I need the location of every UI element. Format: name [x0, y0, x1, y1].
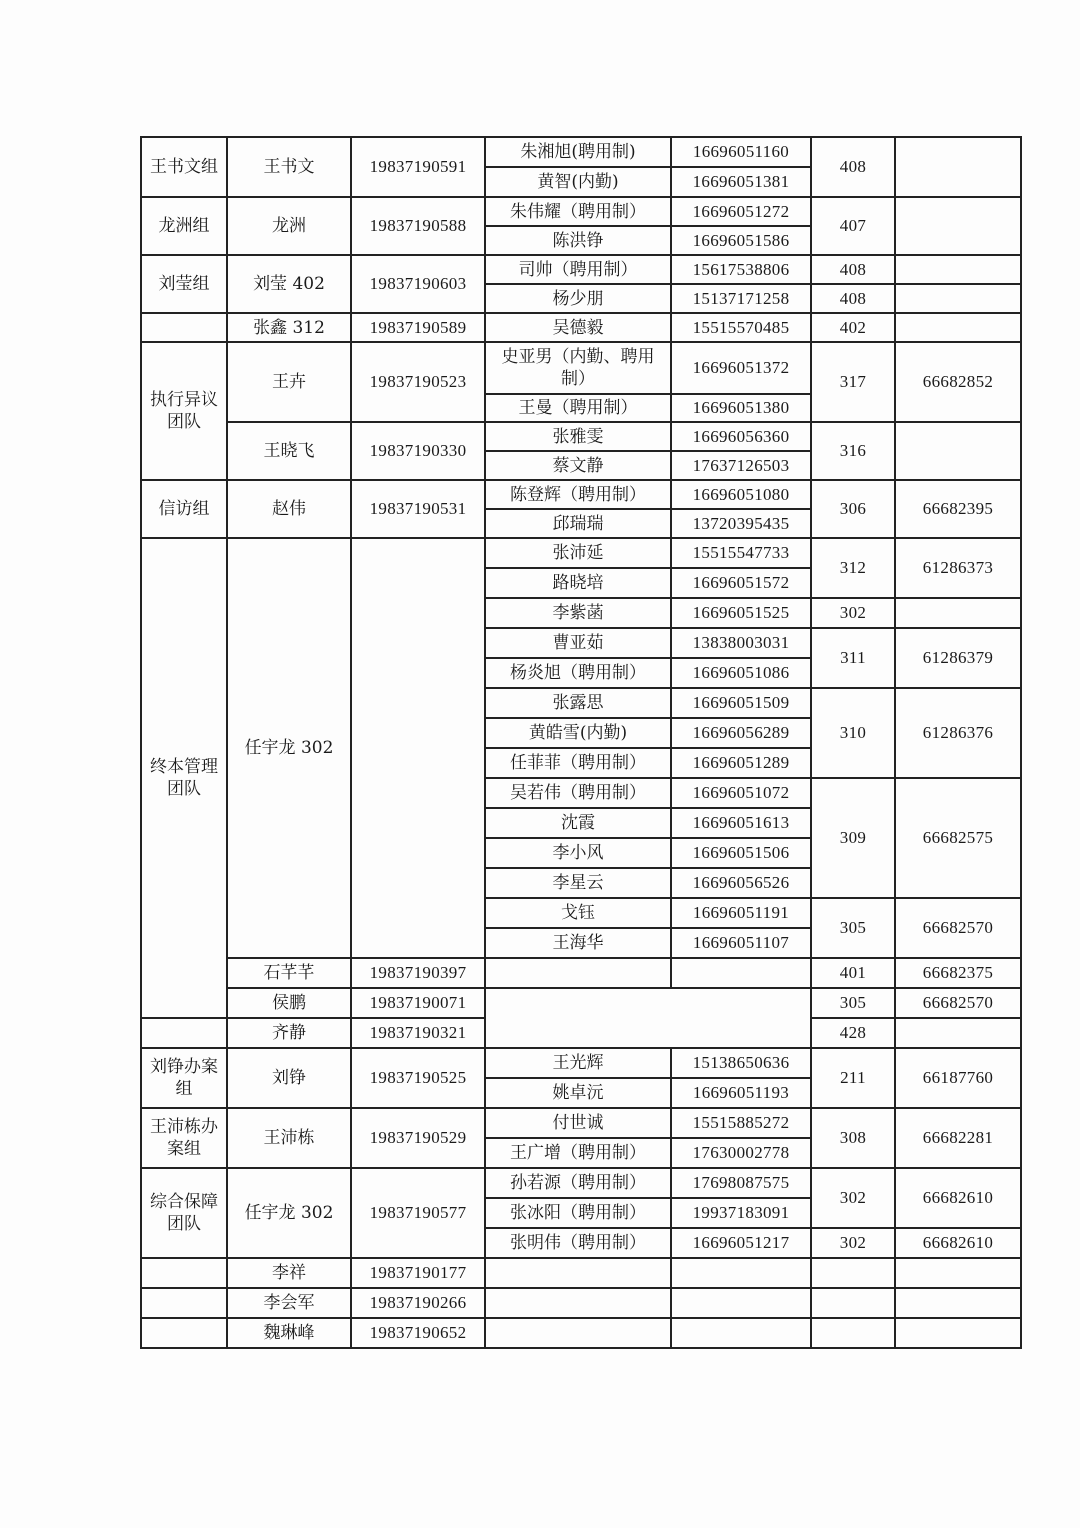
leader-phone: 19837190588 — [351, 197, 485, 255]
room-number: 310 — [811, 688, 895, 778]
extension: 66682570 — [895, 898, 1021, 958]
leader-name: 侯鹏 — [227, 988, 351, 1018]
table-row — [141, 1108, 1021, 1138]
leader-phone — [351, 538, 485, 958]
extension: 66682575 — [895, 778, 1021, 898]
leader-phone: 19837190523 — [351, 342, 485, 422]
member-name: 吴德毅 — [485, 313, 671, 342]
extension — [895, 1288, 1021, 1318]
member-name: 司帅（聘用制） — [485, 255, 671, 284]
member-name: 曹亚茹 — [485, 628, 671, 658]
extension — [895, 197, 1021, 255]
member-name: 陈洪铮 — [485, 226, 671, 255]
member-phone — [671, 1288, 811, 1318]
member-name — [485, 1318, 671, 1348]
extension: 66682610 — [895, 1168, 1021, 1228]
member-name: 路晓培 — [485, 568, 671, 598]
member-name: 沈霞 — [485, 808, 671, 838]
member-name: 吴若伟（聘用制） — [485, 778, 671, 808]
member-name: 张雅雯 — [485, 422, 671, 451]
leader-phone: 19837190330 — [351, 422, 485, 480]
leader-phone: 19837190525 — [351, 1048, 485, 1108]
leader-phone: 19837190577 — [351, 1168, 485, 1258]
group-name — [141, 1258, 227, 1288]
table-row — [141, 958, 1021, 988]
room-number: 407 — [811, 197, 895, 255]
leader-phone: 19837190177 — [351, 1258, 485, 1288]
room-number: 309 — [811, 778, 895, 898]
member-phone: 16696051613 — [671, 808, 811, 838]
leader-name: 李祥 — [227, 1258, 351, 1288]
member-phone: 16696051191 — [671, 898, 811, 928]
extension: 66682375 — [895, 958, 1021, 988]
leader-name: 龙洲 — [227, 197, 351, 255]
room-number: 312 — [811, 538, 895, 598]
member-phone: 15515570485 — [671, 313, 811, 342]
leader-name: 李会军 — [227, 1288, 351, 1318]
room-number: 306 — [811, 480, 895, 538]
group-name — [141, 1318, 227, 1348]
room-number: 408 — [811, 255, 895, 284]
member-name: 张明伟（聘用制） — [485, 1228, 671, 1258]
leader-phone: 19837190071 — [351, 988, 485, 1018]
room-number: 408 — [811, 137, 895, 197]
member-name: 邱瑞瑞 — [485, 509, 671, 538]
member-name: 李星云 — [485, 868, 671, 898]
extension — [895, 1018, 1021, 1048]
extension — [895, 598, 1021, 628]
member-name: 张冰阳（聘用制） — [485, 1198, 671, 1228]
extension: 66187760 — [895, 1048, 1021, 1108]
member-phone: 16696051381 — [671, 167, 811, 197]
table-row — [141, 1258, 1021, 1288]
leader-phone: 19837190529 — [351, 1108, 485, 1168]
room-number: 317 — [811, 342, 895, 422]
member-name: 蔡文静 — [485, 451, 671, 480]
member-name: 张露思 — [485, 688, 671, 718]
table-row — [141, 538, 1021, 568]
member-name: 朱伟耀（聘用制） — [485, 197, 671, 226]
member-phone: 16696051586 — [671, 226, 811, 255]
leader-name: 王沛栋 — [227, 1108, 351, 1168]
room-number: 305 — [811, 898, 895, 958]
member-phone: 19937183091 — [671, 1198, 811, 1228]
leader-phone: 19837190266 — [351, 1288, 485, 1318]
member-phone: 15138650636 — [671, 1048, 811, 1078]
member-name — [485, 958, 671, 988]
leader-name: 王晓飞 — [227, 422, 351, 480]
table-row — [141, 137, 1021, 167]
leader-name: 赵伟 — [227, 480, 351, 538]
member-phone: 16696051525 — [671, 598, 811, 628]
member-name: 孙若源（聘用制） — [485, 1168, 671, 1198]
room-number: 302 — [811, 598, 895, 628]
member-phone: 15617538806 — [671, 255, 811, 284]
extension — [895, 422, 1021, 480]
member-phone: 16696051506 — [671, 838, 811, 868]
leader-phone: 19837190591 — [351, 137, 485, 197]
group-name — [141, 313, 227, 342]
room-number — [811, 1288, 895, 1318]
table-row — [141, 313, 1021, 342]
member-name: 任菲菲（聘用制） — [485, 748, 671, 778]
leader-phone: 19837190652 — [351, 1318, 485, 1348]
room-number: 316 — [811, 422, 895, 480]
member-phone: 16696051380 — [671, 394, 811, 422]
group-name: 王书文组 — [141, 137, 227, 197]
table-row — [141, 1288, 1021, 1318]
room-number: 211 — [811, 1048, 895, 1108]
member-phone: 16696051107 — [671, 928, 811, 958]
member-phone: 16696051086 — [671, 658, 811, 688]
contact-table — [140, 136, 1022, 1349]
extension: 61286379 — [895, 628, 1021, 688]
extension: 61286373 — [895, 538, 1021, 598]
member-phone: 16696051272 — [671, 197, 811, 226]
group-name: 综合保障团队 — [141, 1168, 227, 1258]
room-number — [811, 1258, 895, 1288]
table-row — [141, 480, 1021, 509]
group-name: 终本管理团队 — [141, 538, 227, 1018]
member-name: 朱湘旭(聘用制) — [485, 137, 671, 167]
member-name: 李小风 — [485, 838, 671, 868]
table-row — [141, 342, 1021, 394]
table-row — [141, 1168, 1021, 1198]
room-number — [811, 1318, 895, 1348]
group-name: 龙洲组 — [141, 197, 227, 255]
extension — [895, 284, 1021, 313]
room-number: 401 — [811, 958, 895, 988]
leader-phone: 19837190589 — [351, 313, 485, 342]
member-phone: 16696051193 — [671, 1078, 811, 1108]
member-phone: 15515547733 — [671, 538, 811, 568]
member-name: 史亚男（内勤、聘用制） — [485, 342, 671, 394]
room-number: 402 — [811, 313, 895, 342]
group-name: 信访组 — [141, 480, 227, 538]
member-phone — [671, 958, 811, 988]
member-phone: 16696051072 — [671, 778, 811, 808]
member-name: 付世诚 — [485, 1108, 671, 1138]
member-phone: 16696051217 — [671, 1228, 811, 1258]
member-name: 张沛延 — [485, 538, 671, 568]
leader-name: 石芊芊 — [227, 958, 351, 988]
group-name — [141, 1288, 227, 1318]
member-phone: 15515885272 — [671, 1108, 811, 1138]
member-empty-cell — [485, 988, 811, 1048]
member-name: 姚卓沅 — [485, 1078, 671, 1108]
group-name: 刘铮办案组 — [141, 1048, 227, 1108]
leader-name: 王卉 — [227, 342, 351, 422]
table-row — [141, 988, 1021, 1018]
member-phone: 17698087575 — [671, 1168, 811, 1198]
room-number: 302 — [811, 1228, 895, 1258]
member-phone: 15137171258 — [671, 284, 811, 313]
member-phone: 16696051289 — [671, 748, 811, 778]
leader-name: 刘莹 402 — [227, 255, 351, 313]
table-row — [141, 1048, 1021, 1078]
leader-name: 王书文 — [227, 137, 351, 197]
group-name: 执行异议团队 — [141, 342, 227, 480]
group-name: 王沛栋办案组 — [141, 1108, 227, 1168]
member-name: 王光辉 — [485, 1048, 671, 1078]
group-name — [141, 1018, 227, 1048]
leader-phone: 19837190321 — [351, 1018, 485, 1048]
extension: 66682570 — [895, 988, 1021, 1018]
room-number: 311 — [811, 628, 895, 688]
extension — [895, 1258, 1021, 1288]
table-row — [141, 422, 1021, 451]
extension — [895, 313, 1021, 342]
member-phone: 16696056526 — [671, 868, 811, 898]
member-phone: 16696051080 — [671, 480, 811, 509]
leader-name: 魏琳峰 — [227, 1318, 351, 1348]
room-number: 408 — [811, 284, 895, 313]
leader-name: 张鑫 312 — [227, 313, 351, 342]
member-name: 王海华 — [485, 928, 671, 958]
member-name: 黄智(内勤) — [485, 167, 671, 197]
table-row — [141, 197, 1021, 226]
group-name: 刘莹组 — [141, 255, 227, 313]
extension: 66682281 — [895, 1108, 1021, 1168]
member-phone: 16696056360 — [671, 422, 811, 451]
member-name: 陈登辉（聘用制） — [485, 480, 671, 509]
room-number: 302 — [811, 1168, 895, 1228]
member-phone: 17630002778 — [671, 1138, 811, 1168]
room-number: 305 — [811, 988, 895, 1018]
member-name: 王曼（聘用制） — [485, 394, 671, 422]
leader-name: 齐静 — [227, 1018, 351, 1048]
leader-phone: 19837190603 — [351, 255, 485, 313]
member-phone: 16696056289 — [671, 718, 811, 748]
leader-phone: 19837190531 — [351, 480, 485, 538]
extension: 66682852 — [895, 342, 1021, 422]
member-phone: 16696051572 — [671, 568, 811, 598]
member-phone — [671, 1318, 811, 1348]
member-name — [485, 1288, 671, 1318]
leader-name: 刘铮 — [227, 1048, 351, 1108]
member-phone: 16696051372 — [671, 342, 811, 394]
leader-name: 任宇龙 302 — [227, 538, 351, 958]
extension — [895, 255, 1021, 284]
leader-name: 任宇龙 302 — [227, 1168, 351, 1258]
member-phone: 17637126503 — [671, 451, 811, 480]
extension: 66682395 — [895, 480, 1021, 538]
member-name: 戈钰 — [485, 898, 671, 928]
member-name — [485, 1258, 671, 1288]
member-name: 杨炎旭（聘用制） — [485, 658, 671, 688]
room-number: 308 — [811, 1108, 895, 1168]
table-row — [141, 1318, 1021, 1348]
member-phone — [671, 1258, 811, 1288]
member-phone: 13838003031 — [671, 628, 811, 658]
table-row — [141, 255, 1021, 284]
member-phone: 16696051509 — [671, 688, 811, 718]
extension: 66682610 — [895, 1228, 1021, 1258]
extension — [895, 1318, 1021, 1348]
leader-phone: 19837190397 — [351, 958, 485, 988]
member-name: 黄皓雪(内勤) — [485, 718, 671, 748]
member-name: 李紫菡 — [485, 598, 671, 628]
member-phone: 16696051160 — [671, 137, 811, 167]
member-name: 杨少朋 — [485, 284, 671, 313]
room-number: 428 — [811, 1018, 895, 1048]
member-name: 王广增（聘用制） — [485, 1138, 671, 1168]
extension — [895, 137, 1021, 197]
member-phone: 13720395435 — [671, 509, 811, 538]
extension: 61286376 — [895, 688, 1021, 778]
